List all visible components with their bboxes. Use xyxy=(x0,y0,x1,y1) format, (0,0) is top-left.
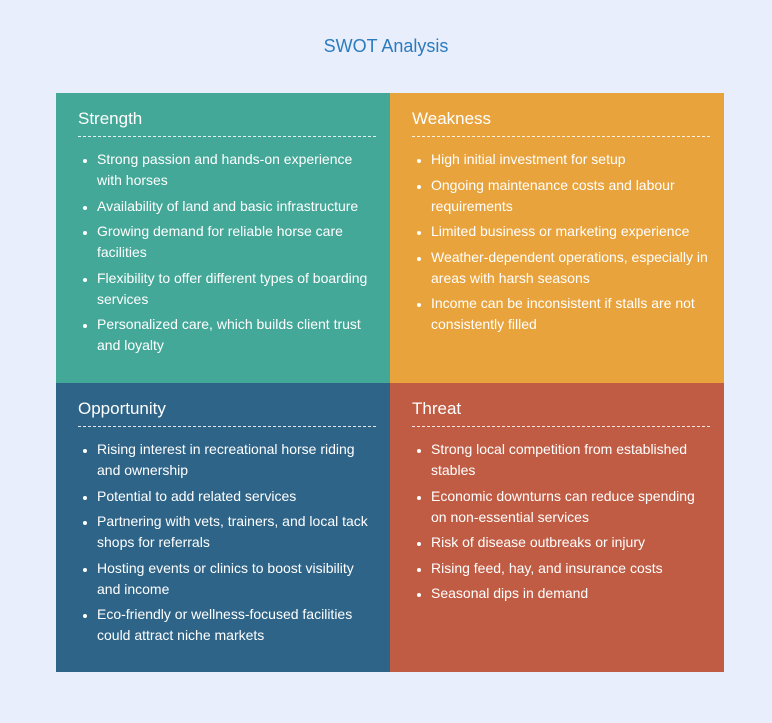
strength-item: • Personalized care, which builds client trust and loyalty xyxy=(97,314,376,356)
diagram-title: SWOT Analysis xyxy=(323,36,449,56)
strength-item: • Strong passion and hands-on experience with horses xyxy=(97,149,376,191)
strength-item: • Growing demand for reliable horse care facilities xyxy=(97,221,376,263)
weakness-title: Weakness xyxy=(412,108,710,137)
weakness-item: • Limited business or marketing experience xyxy=(431,221,710,242)
opportunity-quadrant xyxy=(56,383,390,672)
strength-quadrant xyxy=(56,93,390,383)
opportunity-item: • Hosting events or clinics to boost visibility and income xyxy=(97,558,376,600)
opportunity-item: • Partnering with vets, trainers, and local tack shops for referrals xyxy=(97,511,376,553)
threat-item: • Strong local competition from established stables xyxy=(431,439,710,481)
swot-grid xyxy=(56,93,724,672)
threat-item: • Risk of disease outbreaks or injury xyxy=(431,532,710,553)
weakness-quadrant xyxy=(390,93,724,383)
strength-list xyxy=(78,149,376,356)
opportunity-list xyxy=(78,439,376,646)
threat-item: • Rising feed, hay, and insurance costs xyxy=(431,558,710,579)
opportunity-item: • Potential to add related services xyxy=(97,486,376,507)
threat-item: • Economic downturns can reduce spending on non-essential services xyxy=(431,486,710,528)
weakness-item: • High initial investment for setup xyxy=(431,149,710,170)
threat-item: • Seasonal dips in demand xyxy=(431,583,710,604)
strength-title: Strength xyxy=(78,108,376,137)
strength-item: • Availability of land and basic infrastructure xyxy=(97,196,376,217)
weakness-item: • Income can be inconsistent if stalls are not consistently filled xyxy=(431,293,710,335)
opportunity-item: • Rising interest in recreational horse riding and ownership xyxy=(97,439,376,481)
opportunity-item: • Eco-friendly or wellness-focused facilities could attract niche markets xyxy=(97,604,376,646)
weakness-item: • Ongoing maintenance costs and labour requirements xyxy=(431,175,710,217)
threat-title: Threat xyxy=(412,398,710,427)
weakness-item: • Weather-dependent operations, especially in areas with harsh seasons xyxy=(431,247,710,289)
opportunity-title: Opportunity xyxy=(78,398,376,427)
threat-quadrant xyxy=(390,383,724,672)
threat-list xyxy=(412,439,710,604)
weakness-list xyxy=(412,149,710,335)
strength-item: • Flexibility to offer different types of boarding services xyxy=(97,268,376,310)
